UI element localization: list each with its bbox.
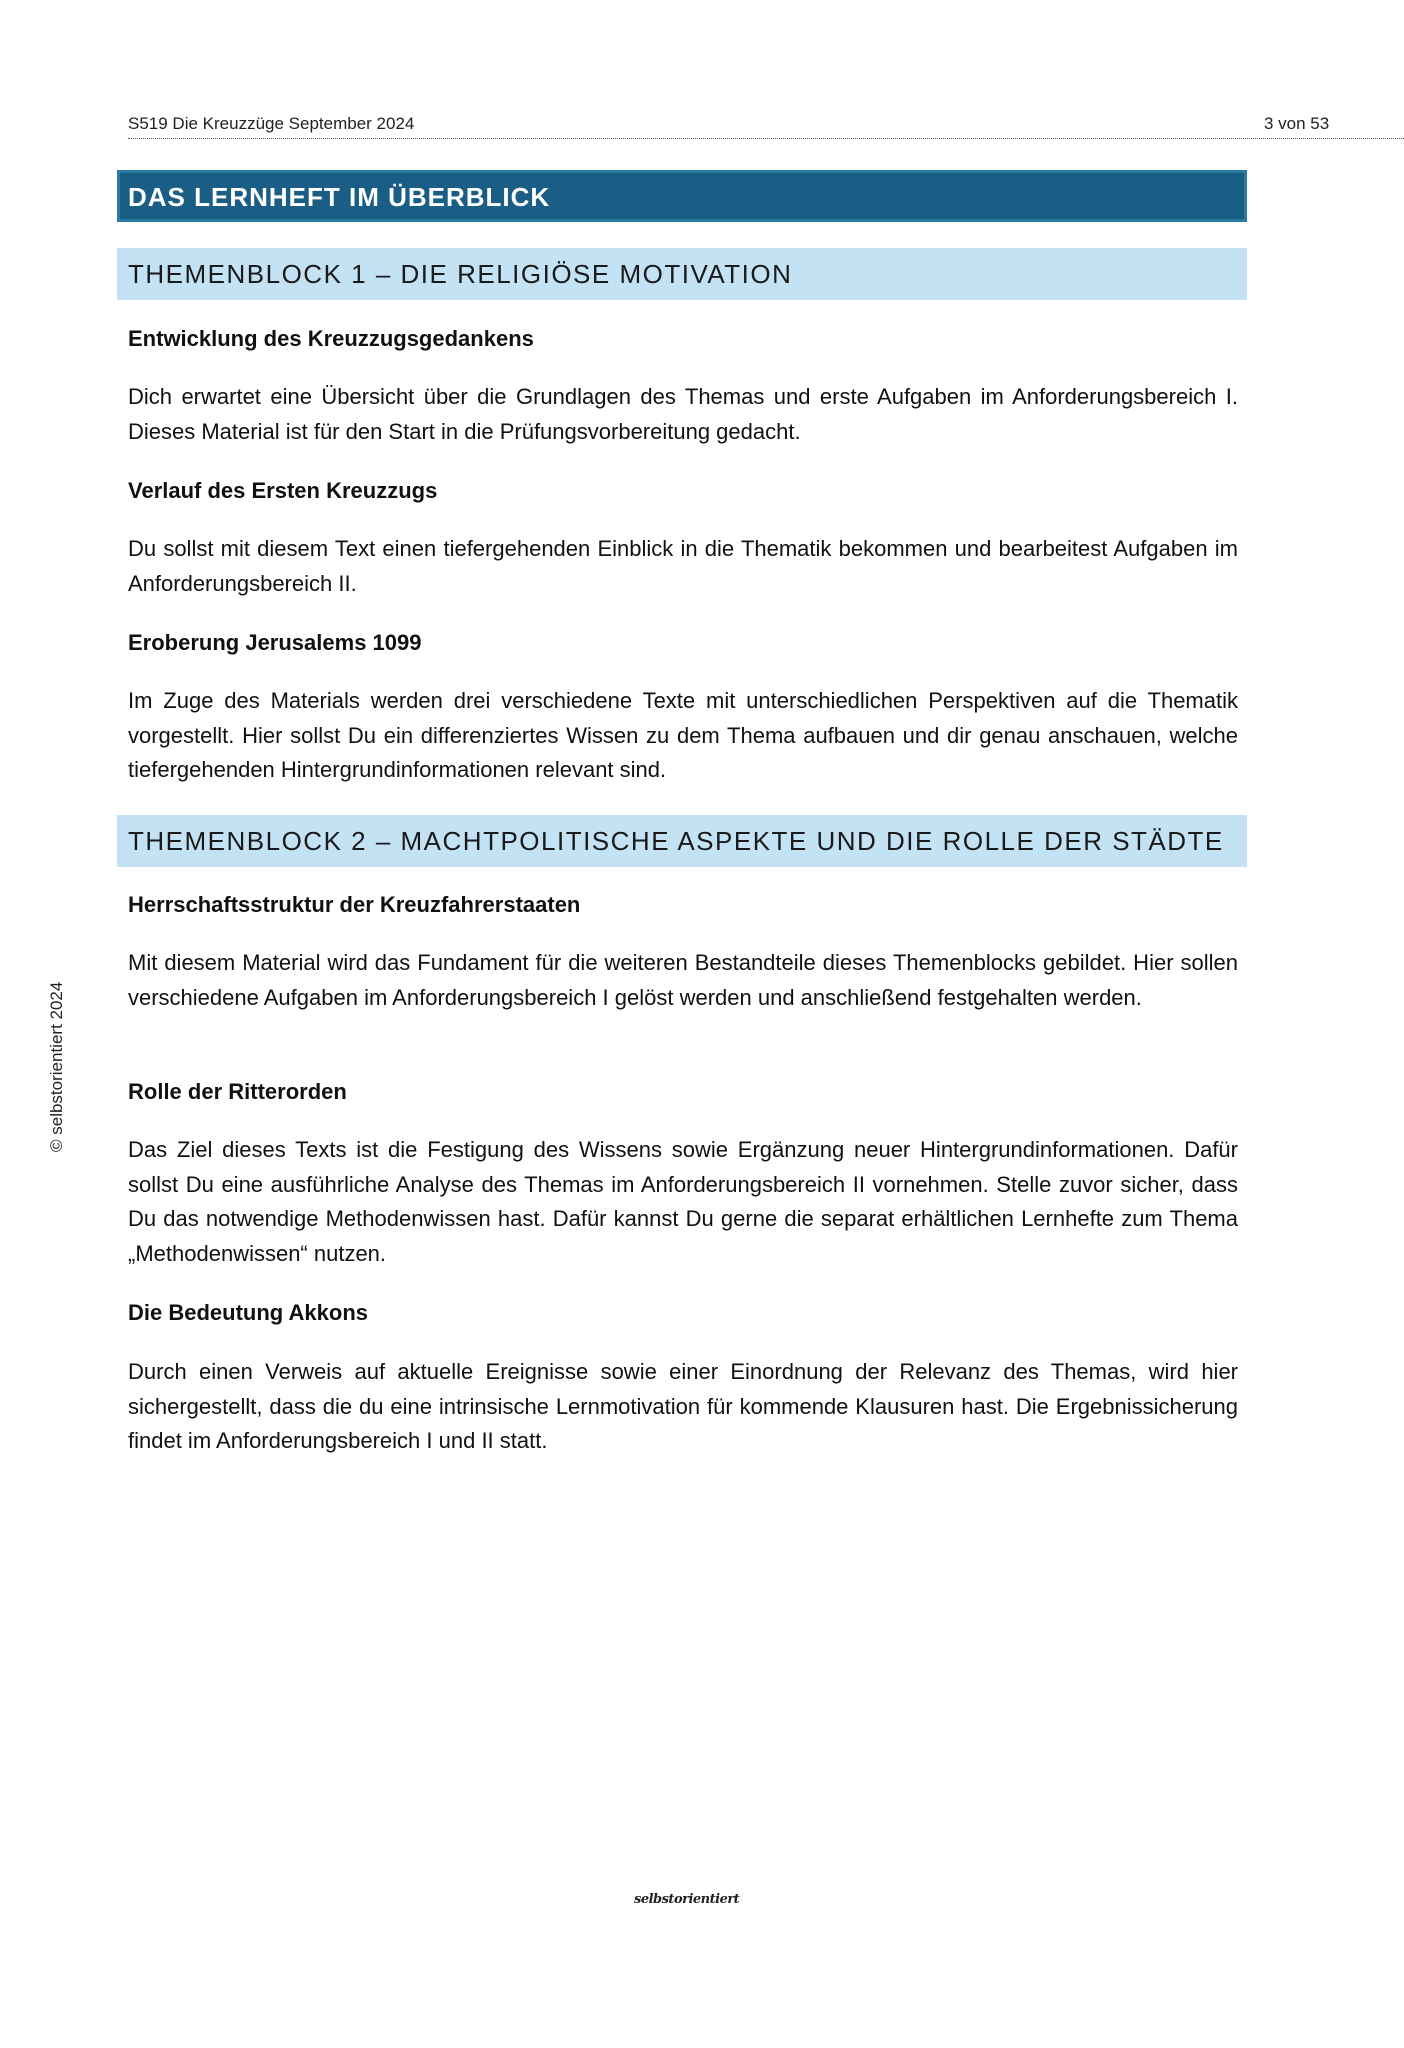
themenblock-2-banner: [117, 815, 1247, 867]
themenblock-1-heading: THEMENBLOCK 1 – DIE RELIGIÖSE MOTIVATION: [128, 259, 793, 289]
section-text: Im Zuge des Materials werden drei verschiedene Texte mit unterschiedlichen Perspektiven auf die Thematik vorgestellt. Hier sollst Du ein differenziertes Wissen zu dem Thema aufbauen und dir genau anschauen, welche tiefergehenden Hintergrundinformationen relevant sind.: [128, 688, 1238, 782]
footer-logo: selbstorientiert: [634, 1892, 740, 1907]
section-text: Du sollst mit diesem Text einen tiefergehenden Einblick in die Thematik bekommen und bearbeitest Aufgaben im Anforderungsbereich II.: [128, 536, 1238, 596]
section-title: Verlauf des Ersten Kreuzzugs: [128, 478, 438, 503]
section-title: Rolle der Ritterorden: [128, 1079, 347, 1104]
page-indicator: 3 von 53: [1264, 114, 1330, 133]
themenblock-1-banner: [117, 248, 1247, 300]
section-text: Dich erwartet eine Übersicht über die Grundlagen des Themas und erste Aufgaben im Anforderungsbereich I. Dieses Material ist für den Start in die Prüfungsvorbereitung gedacht.: [128, 384, 1238, 444]
section-title: Die Bedeutung Akkons: [128, 1300, 368, 1325]
main-heading-banner: [117, 170, 1247, 222]
section-text: Das Ziel dieses Texts ist die Festigung des Wissens sowie Ergänzung neuer Hintergrundinformationen. Dafür sollst Du eine ausführliche Analyse des Themas im Anforderungsbereich II vornehmen. Stelle zuvor sicher, dass Du das notwendige Methodenwissen hast. Dafür kannst Du gerne die separat erhältlichen Lernhefte zum Thema „Methodenwissen“ nutzen.: [128, 1137, 1238, 1266]
copyright-note: © selbstorientiert 2024: [47, 981, 66, 1152]
section-title: Entwicklung des Kreuzzugsgedankens: [128, 326, 534, 351]
section-text: Mit diesem Material wird das Fundament für die weiteren Bestandteile dieses Themenblocks gebildet. Hier sollen verschiedene Aufgaben im Anforderungsbereich I gelöst werden und anschließend festgehalten werden.: [128, 950, 1238, 1010]
themenblock-2-heading: THEMENBLOCK 2 – MACHTPOLITISCHE ASPEKTE UND DIE ROLLE DER STÄDTE: [128, 826, 1224, 856]
section-text: Durch einen Verweis auf aktuelle Ereignisse sowie einer Einordnung der Relevanz des Themas, wird hier sichergestellt, dass die du eine intrinsische Lernmotivation für kommende Klausuren hast. Die Ergebnissicherung findet im Anforderungsbereich I und II statt.: [128, 1359, 1238, 1453]
section-title: Eroberung Jerusalems 1099: [128, 630, 422, 655]
section-title: Herrschaftsstruktur der Kreuzfahrerstaaten: [128, 892, 581, 917]
page-header: [128, 112, 1404, 139]
main-heading: DAS LERNHEFT IM ÜBERBLICK: [128, 182, 551, 212]
document-title: S519 Die Kreuzzüge September 2024: [128, 114, 415, 133]
